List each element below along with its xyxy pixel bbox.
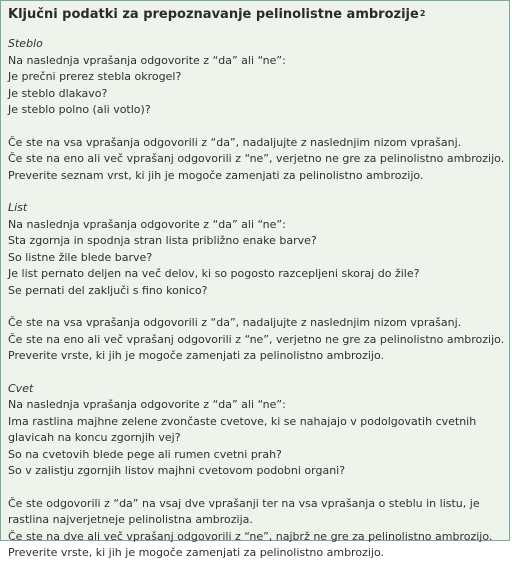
question-item: Je steblo dlakavo? (8, 86, 108, 100)
section-heading-stem: Steblo (8, 37, 43, 50)
spacer (8, 299, 502, 315)
conclusion-line: Če ste na dve ali več vprašanj odgovorili z “ne”, najbrž ne gre za pelinolistno ambrozijo. Preverite vrste, ki jih je mogoče zamenjati za pelinolistno ambrozijo. (8, 529, 493, 559)
conclusion-line: Preverite seznam vrst, ki jih je mogoče zamenjati za pelinolistno ambrozijo. (8, 168, 424, 182)
section-heading-leaf: List (8, 201, 28, 214)
spacer (8, 365, 502, 381)
section-intro: Na naslednja vprašanja odgovorite z “da” ali “ne”: (8, 53, 286, 67)
section-flower (8, 381, 502, 562)
footnote-marker: 2 (419, 9, 426, 18)
question-item: Sta zgornja in spodnja stran lista približno enake barve? (8, 234, 317, 247)
section-stem (8, 36, 505, 200)
question-item: Je list pernato deljen na več delov, ki so pogosto razcepljeni skoraj do žile? (8, 267, 420, 280)
conclusion-line: Preverite vrste, ki jih je mogoče zamenjati za pelinolistno ambrozijo. (8, 349, 384, 362)
page-title (8, 7, 502, 22)
conclusion-line: Če ste na vsa vprašanja odgovorili z “da”, nadaljujte z naslednjim nizom vprašanj. (8, 316, 462, 329)
page-title-text: Ključni podatki za prepoznavanje pelinolistne ambrozije (8, 7, 419, 22)
question-item: So v zalistju zgornjih listov majhni cvetovom podobni organi? (8, 464, 346, 477)
question-item: Je steblo polno (ali votlo)? (8, 103, 151, 116)
question-item: So listne žile blede barve? (8, 250, 153, 264)
conclusion-line: Če ste odgovorili z “da” na vsaj dve vprašanji ter na vsa vprašanja o steblu in listu, je rastlina najverjetneje pelinolistna ambrozija. (8, 496, 480, 526)
question-item: Je prečni prerez stebla okrogel? (8, 70, 182, 83)
section-intro: Na naslednja vprašanja odgovorite z “da” ali “ne”: (8, 398, 286, 411)
question-item: Se pernati del zaključi s fino konico? (8, 283, 208, 297)
section-intro: Na naslednja vprašanja odgovorite z “da” ali “ne”: (8, 217, 286, 231)
spacer (8, 480, 502, 496)
question-item: Ima rastlina majhne zelene zvončaste cvetove, ki se nahajajo v podolgovatih cvetnih glavicah na koncu zgornjih vej? (8, 414, 477, 444)
spacer (8, 184, 502, 200)
question-item: So na cvetovih blede pege ali rumen cvetni prah? (8, 447, 282, 461)
conclusion-line: Če ste na eno ali več vprašanj odgovorili z “ne”, verjetno ne gre za pelinolistno ambrozijo. (8, 152, 505, 165)
spacer (8, 119, 502, 135)
conclusion-line: Če ste na vsa vprašanja odgovorili z “da”, nadaljujte z naslednjim nizom vprašanj. (8, 135, 462, 149)
section-heading-flower: Cvet (8, 381, 34, 395)
section-leaf (8, 200, 505, 381)
conclusion-line: Če ste na eno ali več vprašanj odgovorili z “ne”, verjetno ne gre za pelinolistno ambrozijo. (8, 332, 505, 346)
